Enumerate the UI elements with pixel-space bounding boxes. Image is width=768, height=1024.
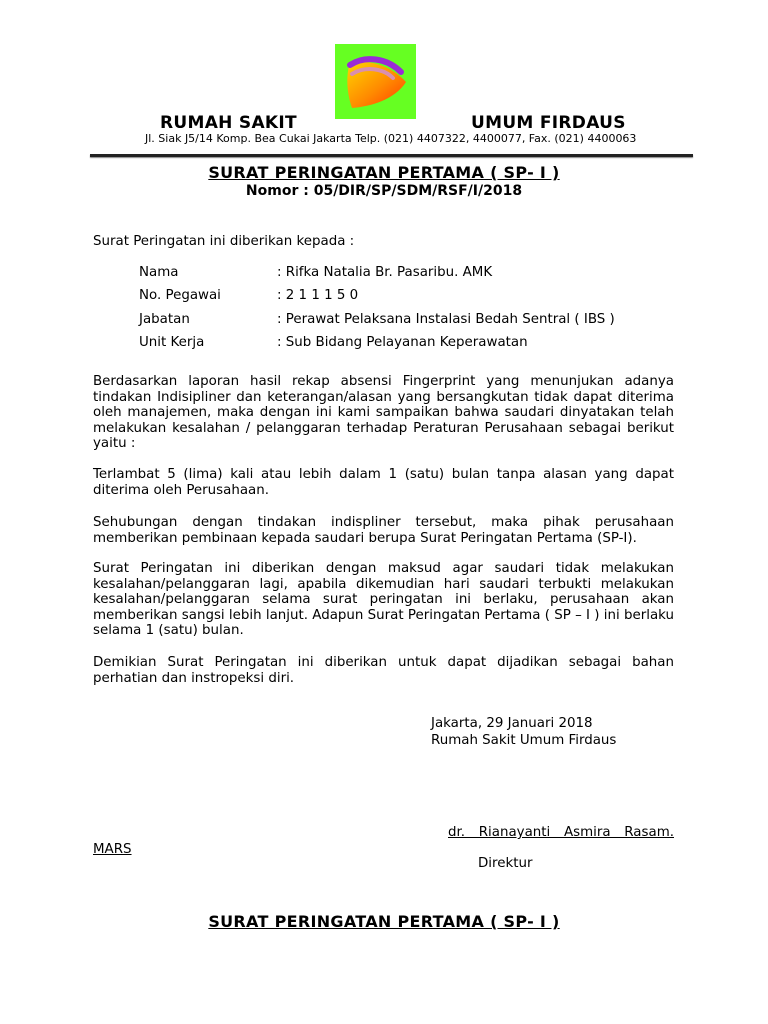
hospital-name-right: UMUM FIRDAUS	[471, 113, 626, 133]
field-value-jabatan: : Perawat Pelaksana Instalasi Bedah Sentral ( IBS )	[277, 312, 615, 327]
letter-intro: Surat Peringatan ini diberikan kepada :	[93, 234, 355, 249]
signatory-degree: MARS	[93, 842, 132, 857]
paragraph-purpose: Surat Peringatan ini diberikan dengan maksud agar saudari tidak melakukan kesalahan/pelanggaran lagi, apabila dikemudian hari saudari terbukti melakukan kesalahan/pelanggaran selama surat peringatan ini berlaku, perusahaan akan memberikan sangsi lebih lanjut. Adapun Surat Peringatan Pertama ( SP – I ) ini berlaku selama 1 (satu) bulan.	[93, 561, 674, 639]
letter-number: Nomor : 05/DIR/SP/SDM/RSF/I/2018	[245, 183, 523, 199]
signature-place-date: Jakarta, 29 Januari 2018	[431, 716, 593, 731]
signature-organization: Rumah Sakit Umum Firdaus	[431, 733, 617, 748]
next-page-title: SURAT PERINGATAN PERTAMA ( SP- I )	[208, 912, 560, 931]
header-divider	[90, 154, 693, 157]
field-value-unit-kerja: : Sub Bidang Pelayanan Keperawatan	[277, 335, 528, 350]
paragraph-closing: Demikian Surat Peringatan ini diberikan untuk dapat dijadikan sebagai bahan perhatian dan instropeksi diri.	[93, 655, 674, 686]
field-value-nama: : Rifka Natalia Br. Pasaribu. AMK	[277, 265, 493, 280]
paragraph-violation: Terlambat 5 (lima) kali atau lebih dalam 1 (satu) bulan tanpa alasan yang dapat diterima oleh Perusahaan.	[93, 467, 674, 498]
paragraph-basis: Berdasarkan laporan hasil rekap absensi Fingerprint yang menunjukan adanya tindakan Indisipliner dan keterangan/alasan yang bersangkutan tidak dapat diterima oleh manajemen, maka dengan ini kami sampaikan bahwa saudari dinyatakan telah melakukan kesalahan / pelanggaran terhadap Peraturan Perusahaan sebagai berikut yaitu :	[93, 374, 674, 452]
hospital-logo-icon	[335, 44, 416, 119]
paragraph-action: Sehubungan dengan tindakan indispliner tersebut, maka pihak perusahaan memberikan pembinaan kepada saudari berupa Surat Peringatan Pertama (SP-I).	[93, 515, 674, 546]
hospital-name-left: RUMAH SAKIT	[160, 113, 297, 133]
field-value-no-pegawai: : 2 1 1 1 5 0	[277, 288, 359, 303]
signatory-name: dr. Rianayanti Asmira Rasam.	[448, 825, 674, 840]
hospital-address: Jl. Siak J5/14 Komp. Bea Cukai Jakarta Telp. (021) 4407322, 4400077, Fax. (021) 4400063	[145, 132, 637, 145]
field-label-nama: Nama	[139, 265, 179, 280]
letter-title: SURAT PERINGATAN PERTAMA ( SP- I )	[208, 163, 560, 182]
field-label-unit-kerja: Unit Kerja	[139, 335, 205, 350]
field-label-no-pegawai: No. Pegawai	[139, 288, 221, 303]
signatory-position: Direktur	[478, 856, 533, 871]
field-label-jabatan: Jabatan	[139, 312, 190, 327]
